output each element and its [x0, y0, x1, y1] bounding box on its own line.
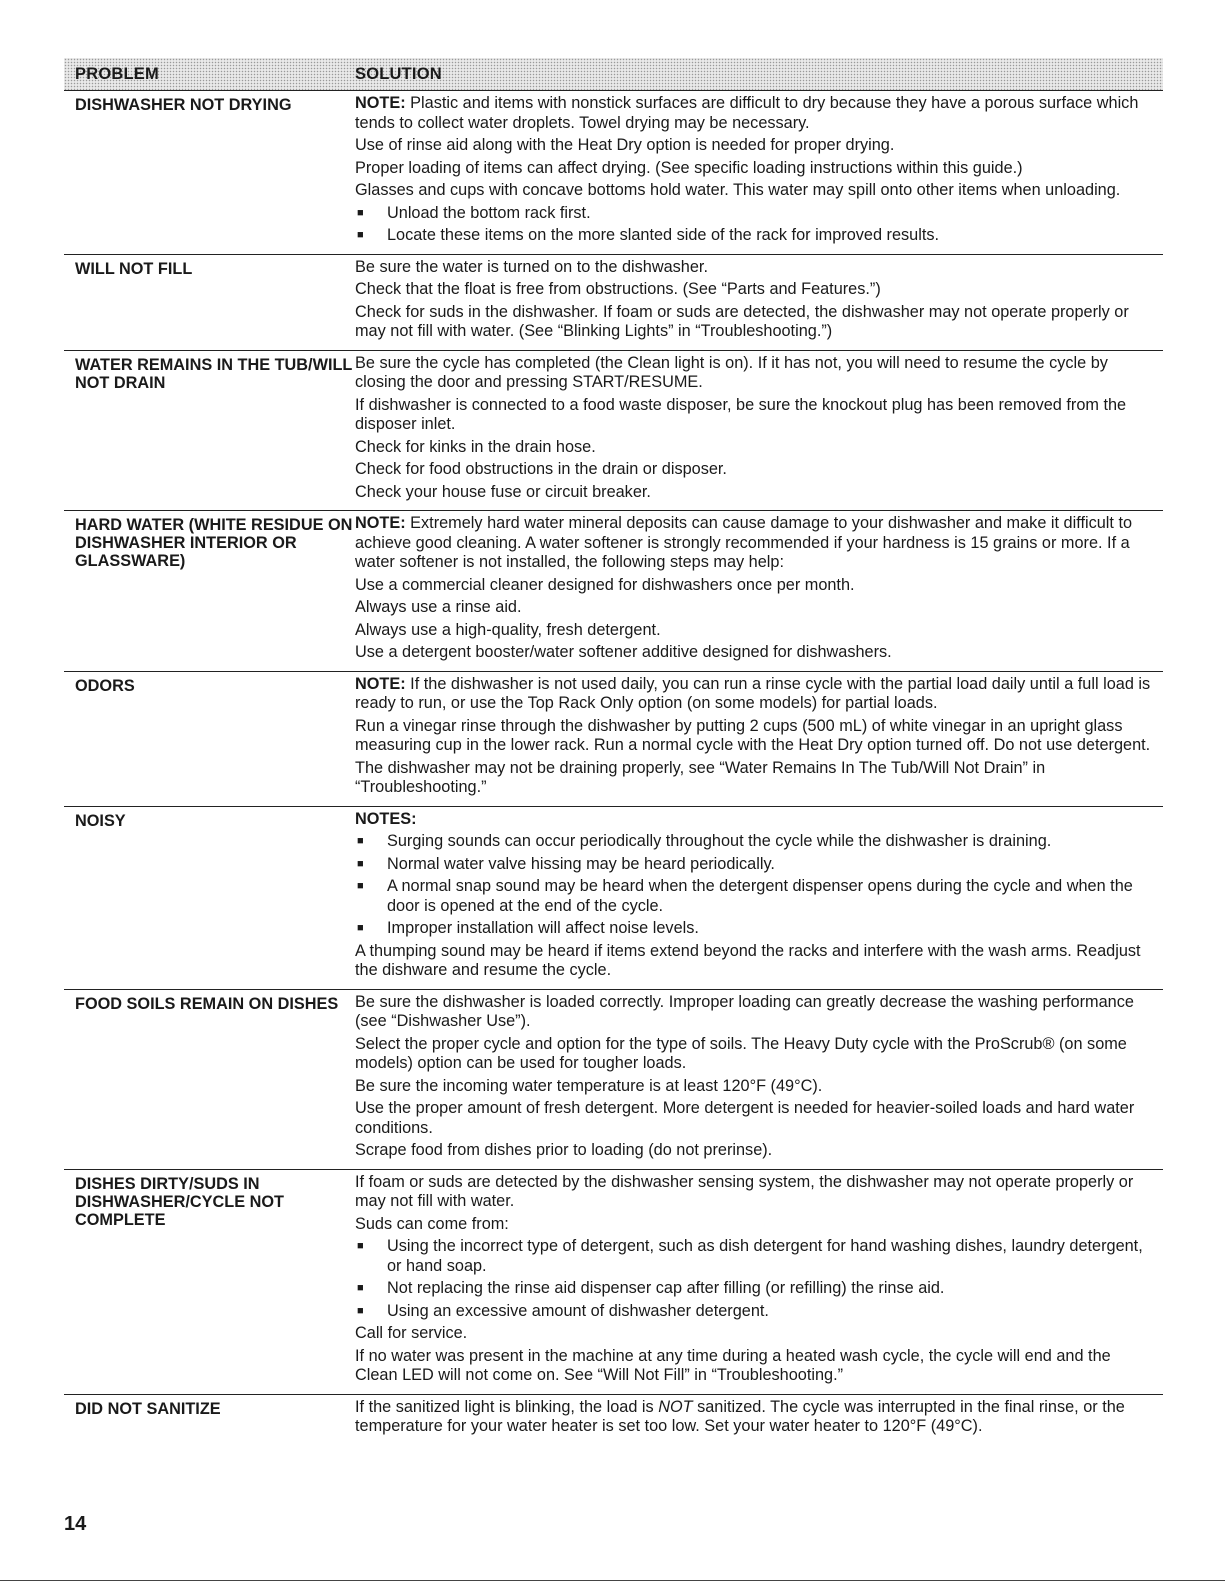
- solution-bullet: [355, 919, 1155, 939]
- solution-text-pre: If the sanitized light is blinking, the load is: [355, 1397, 659, 1416]
- solution-text-body: Scrape food from dishes prior to loading (do not prerinse).: [355, 1141, 773, 1159]
- solution-cell: [355, 94, 1163, 249]
- troubleshooting-table: [64, 58, 1163, 1445]
- page-edge-line: [0, 1580, 1225, 1581]
- table-row: [64, 90, 1163, 255]
- square-bullet-icon: ■: [357, 880, 364, 892]
- solution-text: [355, 810, 1155, 830]
- solution-text: [355, 136, 1155, 156]
- bullet-text: Using an excessive amount of dishwasher detergent.: [387, 1301, 769, 1320]
- solution-cell: [355, 514, 1163, 666]
- bullet-text: Locate these items on the more slanted side of the rack for improved results.: [387, 226, 940, 244]
- table-row: [64, 511, 1163, 672]
- bullet-text: Unload the bottom rack first.: [387, 203, 591, 222]
- table-row: [64, 672, 1163, 807]
- bullet-text: Surging sounds can occur periodically throughout the cycle while the dishwasher is draining.: [387, 832, 1052, 850]
- solution-cell: [355, 993, 1163, 1164]
- square-bullet-icon: ■: [357, 229, 364, 241]
- solution-cell: [355, 354, 1163, 506]
- solution-text: [355, 181, 1155, 201]
- solution-text: [355, 438, 1155, 458]
- table-row: [64, 255, 1163, 351]
- problem-cell: DISHES DIRTY/SUDS IN DISHWASHER/CYCLE NOT COMPLETE: [75, 1174, 284, 1229]
- solution-text-body: The dishwasher may not be draining properly, see “Water Remains In The Tub/Will Not Drain” in “Troubleshooting.”: [355, 758, 1046, 796]
- square-bullet-icon: ■: [357, 835, 364, 847]
- square-bullet-icon: ■: [357, 1304, 364, 1317]
- solution-text-body: Glasses and cups with concave bottoms hold water. This water may spill onto other items when unloading.: [355, 181, 1121, 199]
- bullet-text: Using the incorrect type of detergent, such as dish detergent for hand washing dishes, laundry detergent, or hand soap.: [387, 1237, 1143, 1275]
- solution-text-body: Check for food obstructions in the drain or disposer.: [355, 460, 727, 478]
- solution-text: [355, 1347, 1155, 1386]
- solution-column-header: SOLUTION: [355, 65, 442, 83]
- problem-cell: DISHWASHER NOT DRYING: [75, 96, 292, 114]
- note-label: NOTE:: [355, 514, 406, 532]
- solution-cell: [355, 258, 1163, 345]
- problem-cell: WATER REMAINS IN THE TUB/WILL NOT DRAIN: [75, 355, 353, 392]
- table-row: [64, 351, 1163, 512]
- note-label: NOTE:: [355, 674, 406, 693]
- solution-bullet: [355, 1237, 1155, 1276]
- solution-text: [355, 993, 1155, 1032]
- solution-bullet: [355, 204, 1155, 224]
- problem-column-header: PROBLEM: [75, 65, 159, 83]
- solution-text-body: Extremely hard water mineral deposits can cause damage to your dishwasher and make it difficult to achieve good cleaning. A water softener is strongly recommended if your hardness is 15 grains or more. If a water softener is not installed, the following steps may help:: [355, 514, 1133, 571]
- square-bullet-icon: ■: [357, 206, 364, 219]
- square-bullet-icon: ■: [357, 1282, 364, 1294]
- solution-cell: [355, 1173, 1163, 1389]
- solution-text-body: Check that the float is free from obstructions. (See “Parts and Features.”): [355, 280, 881, 298]
- solution-text-body: Plastic and items with nonstick surfaces are difficult to dry because they have a porous surface which tends to collect water droplets. Towel drying may be necessary.: [355, 94, 1139, 132]
- table-body: [64, 90, 1163, 1445]
- solution-text: [355, 1173, 1155, 1212]
- emphasis-text: NOT: [658, 1397, 693, 1416]
- solution-text-body: Always use a high-quality, fresh detergent.: [355, 620, 661, 639]
- solution-text: [355, 942, 1155, 981]
- solution-text: [355, 483, 1155, 503]
- problem-cell: ODORS: [75, 676, 135, 695]
- solution-bullet: [355, 832, 1155, 852]
- problem-cell: FOOD SOILS REMAIN ON DISHES: [75, 994, 339, 1013]
- solution-text: [355, 1099, 1155, 1138]
- solution-text: [355, 1035, 1155, 1074]
- solution-text: [355, 354, 1155, 393]
- solution-text-body: Check your house fuse or circuit breaker.: [355, 482, 651, 501]
- solution-text-body: Use a detergent booster/water softener additive designed for dishwashers.: [355, 643, 892, 661]
- solution-text: [355, 675, 1155, 714]
- solution-text-body: Always use a rinse aid.: [355, 598, 522, 616]
- problem-cell: NOISY: [75, 811, 126, 830]
- solution-text: [355, 303, 1155, 342]
- solution-text: [355, 1141, 1155, 1161]
- solution-text: [355, 94, 1155, 133]
- bullet-text: Improper installation will affect noise levels.: [387, 919, 699, 937]
- table-row: [64, 1170, 1163, 1395]
- bullet-text: Not replacing the rinse aid dispenser cap after filling (or refilling) the rinse aid.: [387, 1279, 945, 1297]
- solution-text-body: Proper loading of items can affect drying. (See specific loading instructions within this guide.): [355, 158, 1023, 177]
- solution-bullet: [355, 877, 1155, 916]
- solution-text: [355, 460, 1155, 480]
- solution-text-body: Check for kinks in the drain hose.: [355, 437, 596, 456]
- problem-cell: HARD WATER (WHITE RESIDUE ON DISHWASHER INTERIOR OR GLASSWARE): [75, 516, 353, 570]
- bullet-text: Normal water valve hissing may be heard periodically.: [387, 854, 775, 873]
- solution-text-body: Be sure the incoming water temperature is at least 120°F (49°C).: [355, 1076, 823, 1095]
- solution-text-body: If dishwasher is connected to a food waste disposer, be sure the knockout plug has been removed from the disposer inlet.: [355, 395, 1127, 433]
- solution-cell: [355, 1398, 1163, 1440]
- solution-text: [355, 643, 1155, 663]
- square-bullet-icon: ■: [357, 922, 364, 934]
- note-label: NOTES:: [355, 809, 417, 828]
- solution-text: [355, 1398, 1155, 1437]
- solution-text: [355, 1077, 1155, 1097]
- solution-text-body: Run a vinegar rinse through the dishwasher by putting 2 cups (500 mL) of white vinegar in an upright glass measuring cup in the lower rack. Run a normal cycle with the Heat Dry option turned off. Do not use detergent.: [355, 716, 1151, 754]
- solution-text: [355, 576, 1155, 596]
- solution-text: [355, 258, 1155, 278]
- solution-bullet: [355, 855, 1155, 875]
- solution-cell: [355, 675, 1163, 801]
- page-number: 14: [64, 1513, 87, 1535]
- solution-text-body: If the dishwasher is not used daily, you can run a rinse cycle with the partial load daily until a full load is ready to run, or use the Top Rack Only option (on some models) for partial loads.: [355, 674, 1151, 712]
- solution-text-body: Call for service.: [355, 1324, 468, 1342]
- table-row: [64, 1395, 1163, 1445]
- solution-text-body: Select the proper cycle and option for the type of soils. The Heavy Duty cycle with the ProScrub® (on some models) option can be used for tougher loads.: [355, 1034, 1127, 1072]
- solution-bullet: [355, 1279, 1155, 1299]
- table-row: [64, 807, 1163, 990]
- solution-text-body: Use the proper amount of fresh detergent. More detergent is needed for heavier-soiled loads and hard water conditions.: [355, 1099, 1135, 1137]
- solution-text: [355, 280, 1155, 300]
- solution-text: [355, 1324, 1155, 1344]
- solution-text: [355, 759, 1155, 798]
- solution-text-body: Be sure the dishwasher is loaded correctly. Improper loading can greatly decrease the washing performance (see “Dishwasher Use”).: [355, 992, 1134, 1030]
- solution-text-body: sanitized. The cycle was interrupted in the final rinse, or the temperature for your water heater is set too low. Set your water heater to 120°F (49°C).: [355, 1397, 1125, 1435]
- table-header: [64, 58, 1163, 90]
- solution-text: [355, 396, 1155, 435]
- solution-text-body: Be sure the cycle has completed (the Clean light is on). If it has not, you will need to resume the cycle by closing the door and pressing START/RESUME.: [355, 353, 1108, 391]
- bullet-text: A normal snap sound may be heard when the detergent dispenser opens during the cycle and when the door is opened at the end of the cycle.: [387, 877, 1133, 915]
- problem-cell: WILL NOT FILL: [75, 259, 193, 278]
- problem-cell: DID NOT SANITIZE: [75, 1399, 221, 1418]
- solution-text-body: Check for suds in the dishwasher. If foam or suds are detected, the dishwasher may not operate properly or may not fill with water. (See “Blinking Lights” in “Troubleshooting.”): [355, 302, 1129, 340]
- square-bullet-icon: ■: [357, 1240, 364, 1252]
- solution-text: [355, 1215, 1155, 1235]
- solution-text-body: Use of rinse aid along with the Heat Dry option is needed for proper drying.: [355, 136, 895, 154]
- solution-text-body: Be sure the water is turned on to the dishwasher.: [355, 257, 708, 276]
- solution-text-body: If foam or suds are detected by the dishwasher sensing system, the dishwasher may not operate properly or may not fill with water.: [355, 1172, 1134, 1210]
- table-row: [64, 990, 1163, 1170]
- solution-text: [355, 598, 1155, 618]
- solution-text: [355, 159, 1155, 179]
- solution-text-body: If no water was present in the machine at any time during a heated wash cycle, the cycle will end and the Clean LED will not come on. See “Will Not Fill” in “Troubleshooting.”: [355, 1346, 1111, 1384]
- solution-text-body: Use a commercial cleaner designed for dishwashers once per month.: [355, 575, 855, 594]
- solution-text: [355, 717, 1155, 756]
- solution-text-body: Suds can come from:: [355, 1214, 509, 1233]
- solution-bullet: [355, 226, 1155, 246]
- solution-text: [355, 514, 1155, 573]
- square-bullet-icon: ■: [357, 857, 364, 870]
- solution-text-body: A thumping sound may be heard if items extend beyond the racks and interfere with the wash arms. Readjust the dishware and resume the cycle.: [355, 941, 1141, 979]
- solution-text: [355, 621, 1155, 641]
- solution-cell: [355, 810, 1163, 984]
- note-label: NOTE:: [355, 94, 406, 112]
- solution-bullet: [355, 1302, 1155, 1322]
